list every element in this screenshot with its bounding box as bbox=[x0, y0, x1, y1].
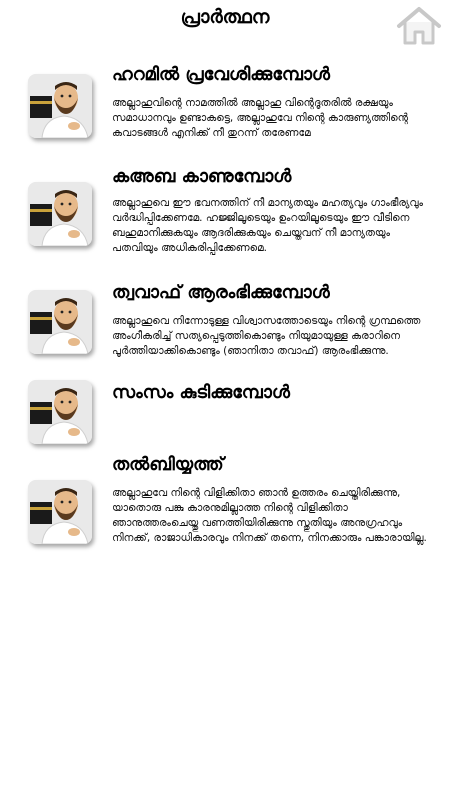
prayer-entry-haram[interactable] bbox=[0, 64, 450, 164]
entry-title: തൽബിയ്യത്ത് bbox=[112, 454, 224, 475]
pilgrim-kaaba-thumbnail bbox=[28, 290, 92, 354]
prayer-entry-kaaba[interactable] bbox=[0, 166, 450, 274]
pilgrim-kaaba-thumbnail bbox=[28, 480, 92, 544]
prayer-entry-zamzam[interactable] bbox=[0, 380, 450, 450]
entry-title: സംസം കുടിക്കുമ്പോൾ bbox=[112, 382, 290, 403]
page-title: പ്രാർത്ഥന bbox=[180, 6, 270, 28]
prayer-entry-tawaf[interactable] bbox=[0, 282, 450, 368]
pilgrim-illustration bbox=[28, 74, 92, 138]
pilgrim-kaaba-thumbnail bbox=[28, 380, 92, 444]
entry-text: അല്ലാഹുവേ നിന്റെ വിളിക്കിതാ ഞാൻ ഉത്തരം ചെയ്തിരിക്കുന്നു, യാതൊരു പങ്കു കാരനുമില്ലാത്ത നിന്റെ വിളിക്കിതാ ഞാനുത്തരംചെയ്തു വണത്തിയിരിക്കുന്നു സ്തുതിയും അനുഗ്രഹവും നിനക്ക്, രാജാധികാരവും നിനക്ക് തന്നെ, നിനക്കാരും പങ്കാരായില്ല. bbox=[112, 487, 427, 544]
entry-text: അല്ലാഹുവിന്റെ നാമത്തിൽ അല്ലാഹു വിന്റെദൂതരിൽ രക്ഷയും സമാധാനവും ഉണ്ടാകട്ടെ, അല്ലാഹുവേ നിന്റെ കാരുണ്യത്തിന്റെ കവാടങ്ങൾ എനിക്ക് നീ തുറന്ന് തരേണമേ bbox=[112, 97, 409, 139]
entry-title: ഹറമിൽ പ്രവേശിക്കുമ്പോൾ bbox=[112, 64, 330, 85]
entry-text: അല്ലാഹുവെ നിന്നോടുള്ള വിശ്വാസത്തോടെയും നിന്റെ ഗ്രന്ഥത്തെ അംഗീകരിച്ച് സത്യപ്പെടുത്തികൊണ്ടും നിയുമായുള്ള കരാറിനെ പൂർത്തിയാക്കികൊണ്ടും (ഞാനിതാ തവാഫ്) ആരംഭിക്കുന്നു. bbox=[112, 315, 421, 357]
entry-text: അല്ലാഹുവെ ഈ ഭവനത്തിന് നീ മാന്യതയും മഹത്യവും ഗാംഭീര്യവും വർദ്ധിപ്പിക്കേണമേ. ഹജ്ജിലൂടെയും ഉംറയിലൂടെയും ഈ വീടിനെ ബഹുമാനിക്കുകയും ആദരിക്കുകയും ചെയ്തവന് നീ മാന്യതയും പതവിയും അധികരിപ്പിക്കേണമെ. bbox=[112, 197, 424, 254]
pilgrim-kaaba-thumbnail bbox=[28, 182, 92, 246]
pilgrim-illustration bbox=[28, 290, 92, 354]
entry-title: ത്വവാഫ് ആരംഭിക്കുമ്പോൾ bbox=[112, 282, 330, 303]
top-bar bbox=[0, 0, 450, 48]
pilgrim-illustration bbox=[28, 480, 92, 544]
home-button[interactable] bbox=[396, 6, 442, 46]
pilgrim-illustration bbox=[28, 380, 92, 444]
entry-title: കഅബ കാണുമ്പോൾ bbox=[112, 166, 292, 187]
pilgrim-kaaba-thumbnail bbox=[28, 74, 92, 138]
pilgrim-illustration bbox=[28, 182, 92, 246]
home-icon bbox=[396, 6, 442, 46]
prayer-entry-talbiyah[interactable] bbox=[0, 454, 450, 584]
